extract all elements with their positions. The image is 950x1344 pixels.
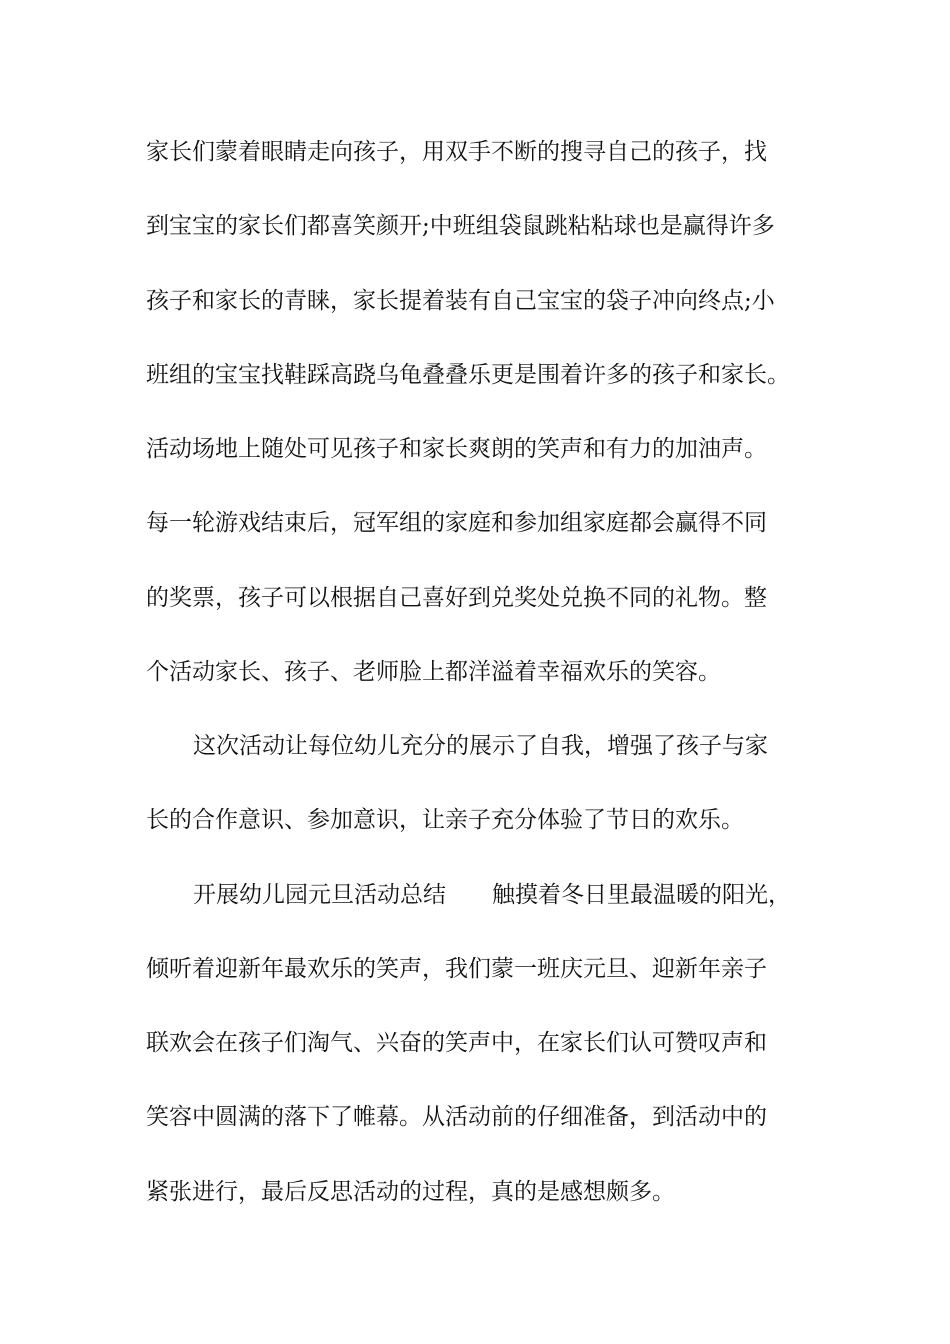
text-line: 这次活动让每位幼儿充分的展示了自我，增强了孩子与家 (193, 733, 768, 759)
text-line: 每一轮游戏结束后，冠军组的家庭和参加组家庭都会赢得不同 (146, 510, 767, 536)
text-line: 长的合作意识、参加意识，让亲子充分体验了节日的欢乐。 (146, 807, 744, 833)
text-line: 个活动家长、孩子、老师脸上都洋溢着幸福欢乐的笑容。 (146, 659, 721, 685)
text-line: 的奖票，孩子可以根据自己喜好到兑奖处兑换不同的礼物。整 (146, 585, 767, 611)
text-line: 孩子和家长的青睐，家长提着装有自己宝宝的袋子冲向终点;小 (146, 288, 775, 314)
text-line: 到宝宝的家长们都喜笑颜开;中班组袋鼠跳粘粘球也是赢得许多 (146, 213, 775, 239)
text-line: 班组的宝宝找鞋踩高跷乌龟叠叠乐更是围着许多的孩子和家长。 (146, 362, 790, 388)
text-line: 笑容中圆满的落下了帷幕。从活动前的仔细准备，到活动中的 (146, 1104, 767, 1130)
text-line: 活动场地上随处可见孩子和家长爽朗的笑声和有力的加油声。 (146, 436, 767, 462)
text-line: 倾听着迎新年最欢乐的笑声，我们蒙一班庆元旦、迎新年亲子 (146, 956, 767, 982)
text-line: 开展幼儿园元旦活动总结 触摸着冬日里最温暖的阳光， (193, 882, 791, 908)
text-line: 紧张进行，最后反思活动的过程，真的是感想颇多。 (146, 1179, 675, 1205)
text-line: 联欢会在孩子们淘气、兴奋的笑声中，在家长们认可赞叹声和 (146, 1030, 767, 1056)
text-line: 家长们蒙着眼睛走向孩子，用双手不断的搜寻自己的孩子，找 (146, 139, 767, 165)
